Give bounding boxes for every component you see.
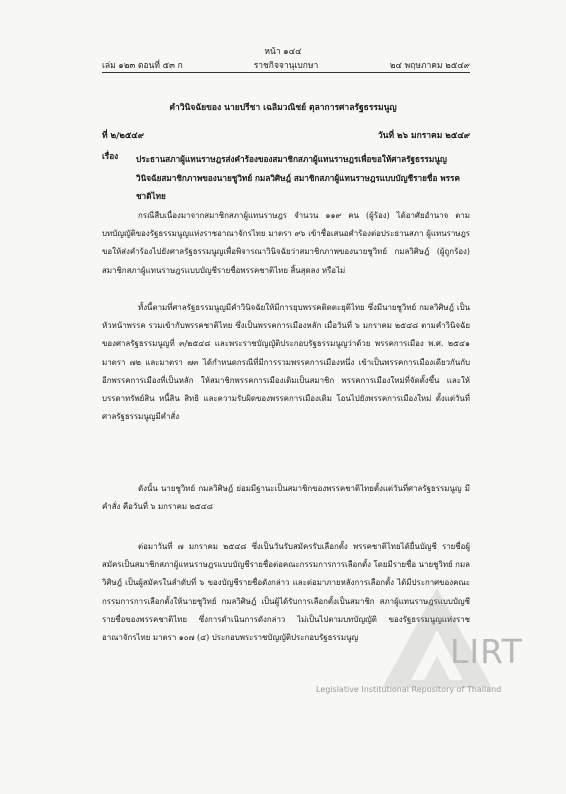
subject-block [102,150,470,206]
paragraph-text: ดังนั้น นายชูวิทย์ กมลวิศิษฎ์ ย่อมมีฐานะเป็นสมาชิกของพรรคชาติไทยตั้งแต่วันที่ศาลรัฐธรรมนูญ มีคำสั่ง คือวันที่ ๖ มกราคม ๒๕๔๘ [102,484,470,512]
paragraph-text: ต่อมาวันที่ ๗ มกราคม ๒๕๔๘ ซึ่งเป็นวันรับสมัครรับเลือกตั้ง พรรคชาติไทยได้ยื่นบัญชี รายชื่อผู้สมัครเป็นสมาชิกสภาผู้แทนราษฎรแบบบัญชีรายชื่อต่อคณะกรรมการการเลือกตั้ง โดยมีรายชื่อ นายชูวิทย์ กมลวิศิษฎ์ เป็นผู้สมัครในลำดับที่ ๖ ของบัญชีรายชื่อดังกล่าว และต่อมาภายหลังการเลือกตั้ง ได้มีประกาศของคณะกรรมการการเลือกตั้งให้นายชูวิทย์ กมลวิศิษฎ์ เป็นผู้ได้รับการเลือกตั้งเป็นสมาชิก สภาผู้แทนราษฎรแบบบัญชีรายชื่อของพรรคชาติไทย ซึ่งการดำเนินการดังกล่าว ไม่เป็นไปตามบทบัญญัติ ของรัฐธรรมนูญแห่งราชอาณาจักรไทย มาตรา ๑๐๗ (๔) ประกอบพระราชบัญญัติประกอบรัฐธรรมนูญ [102,542,470,643]
subject-label: เรื่อง [102,151,119,161]
volume-issue: เล่ม ๑๒๓ ตอนที่ ๕๓ ก [102,61,183,71]
paragraph-2 [102,299,470,426]
watermark-caption: Legislative Institutional Repository of Thailand [316,685,502,694]
case-number: ที่ ๒/๒๕๔๙ [102,131,144,141]
paragraph-3 [102,480,470,516]
paragraph-1 [102,207,470,280]
watermark-logo: LIRT [450,632,523,671]
header-divider [102,72,470,73]
page-number: หน้า ๑๔๔ [264,47,302,57]
subject-text: ประธานสภาผู้แทนราษฎรส่งคำร้องของสมาชิกสภาผู้แทนราษฎรเพื่อขอให้ศาลรัฐธรรมนูญ วินิจฉัยสมาชิกภาพของนายชูวิทย์ กมลวิศิษฎ์ สมาชิกสภาผู้แทนราษฎรแบบบัญชีรายชื่อ พรรคชาติไทย [136,154,460,201]
paragraph-text: ทั้งนี้ตามที่ศาลรัฐธรรมนูญมีคำวินิจฉัยให้มีการยุบพรรคติดตะยุติไทย ซึ่งมีนายชูวิทย์ กมลวิศิษฎ์ เป็นหัวหน้าพรรค รวมเข้ากับพรรคชาติไทย ซึ่งเป็นพรรคการเมืองหลัก เมื่อวันที่ ๖ มกราคม ๒๕๔๘ ตามคำวินิจฉัยของศาลรัฐธรรมนูญที่ ๓/๒๕๔๘ และพระราชบัญญัติประกอบรัฐธรรมนูญว่าด้วย พรรคการเมือง พ.ศ. ๒๕๔๑ มาตรา ๗๒ และมาตรา ๗๓ ได้กำหนดกรณีที่มีการรวมพรรคการเมืองหนึ่ง เข้าเป็นพรรคการเมืองเดียวกันกับอีกพรรคการเมืองที่เป็นหลัก ให้สมาชิกพรรคการเมืองเดิมเป็นสมาชิก พรรคการเมืองใหม่ที่จัดตั้งขึ้น และให้บรรดาทรัพย์สิน หนี้สิน สิทธิ และความรับผิดของพรรคการเมืองเดิม โอนไปยังพรรคการเมืองใหม่ ตั้งแต่วันที่ศาลรัฐธรรมนูญมีคำสั่ง [102,303,470,422]
gazette-date: ๒๔ พฤษภาคม ๒๕๔๙ [389,61,470,71]
gazette-name: ราชกิจจานุเบกษา [253,61,319,71]
paragraph-text: กรณีสืบเนื่องมาจากสมาชิกสภาผู้แทนราษฎร จำนวน ๑๑๙ คน (ผู้ร้อง) ได้อาศัยอำนาจ ตามบทบัญญัติของรัฐธรรมนูญแห่งราชอาณาจักรไทย มาตรา ๙๖ เข้าชื่อเสนอคำร้องต่อประธานสภา ผู้แทนราษฎร ขอให้ส่งคำร้องไปยังศาลรัฐธรรมนูญเพื่อพิจารณาวินิจฉัยว่าสมาชิกภาพของนายชูวิทย์ กมลวิศิษฎ์ (ผู้ถูกร้อง) สมาชิกสภาผู้แทนราษฎรแบบบัญชีรายชื่อพรรคชาติไทย สิ้นสุดลง หรือไม่ [102,211,470,275]
document-title: คำวินิจฉัยของ นายปรีชา เฉลิมวณิชย์ ตุลาการศาลรัฐธรรมนูญ [169,103,397,113]
ruling-date: วันที่ ๒๖ มกราคม ๒๕๔๙ [377,131,470,141]
